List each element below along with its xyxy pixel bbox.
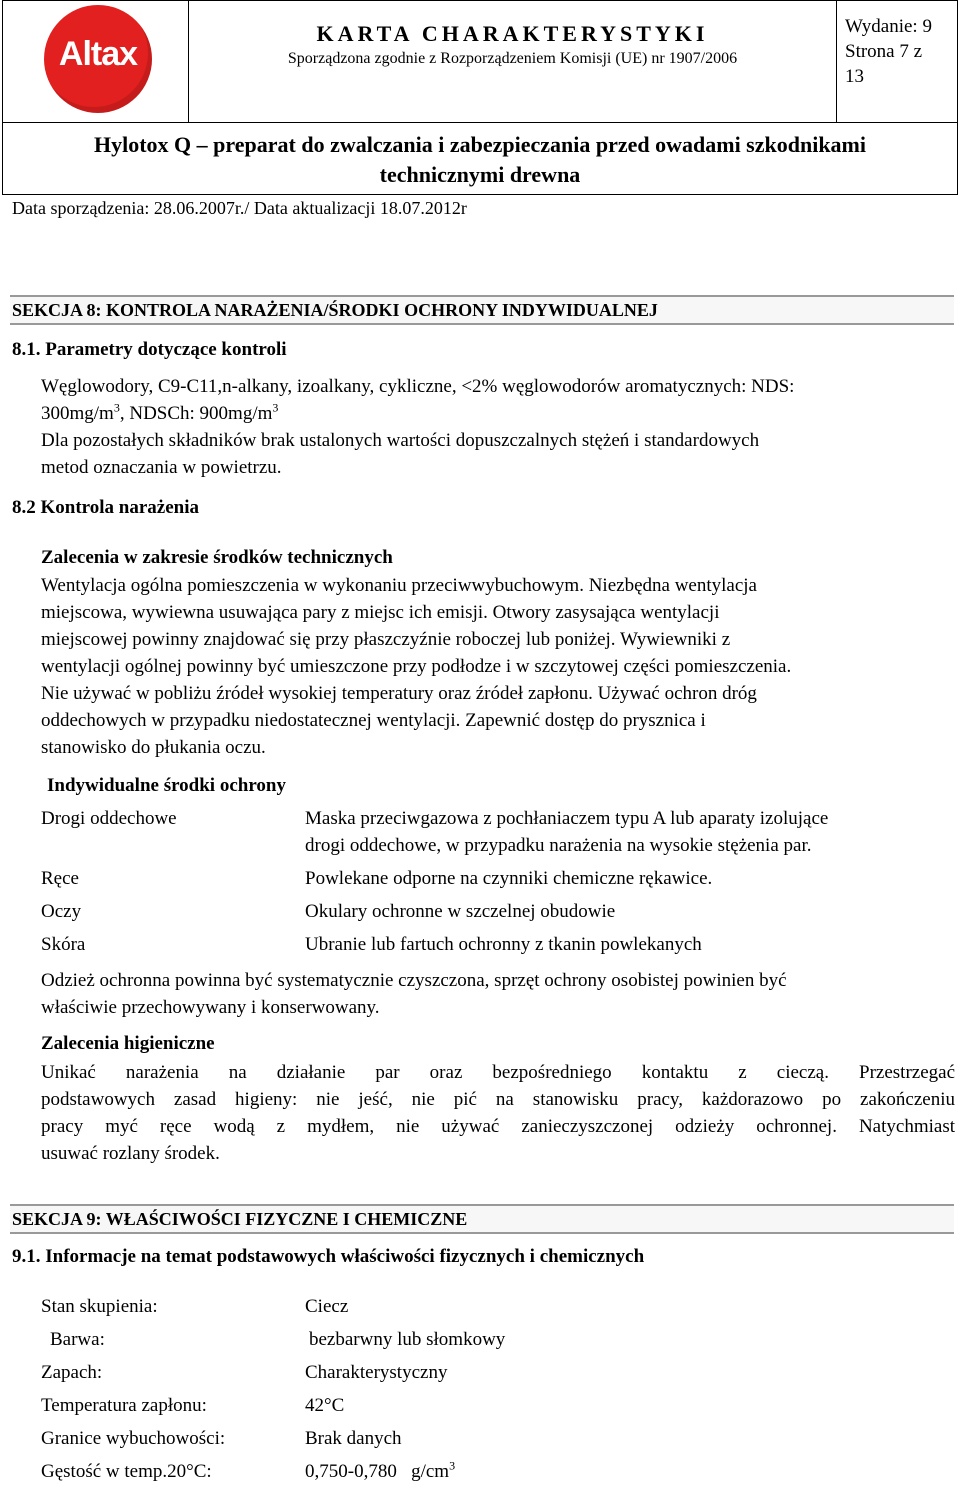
altax-logo xyxy=(44,5,152,113)
property-value: bezbarwny lub słomkowy xyxy=(309,1329,506,1350)
ppe-value: Powlekane odporne na czynniki chemiczne rękawice. xyxy=(305,868,713,889)
section-8-heading: SEKCJA 8: KONTROLA NARAŻENIA/ŚRODKI OCHRONY INDYWIDUALNEJ xyxy=(10,295,954,325)
property-label: Stan skupienia: xyxy=(41,1296,158,1317)
property-value: Ciecz xyxy=(305,1296,349,1317)
edition-cell xyxy=(837,1,957,122)
paragraph-line: Wentylacja ogólna pomieszczenia w wykonaniu przeciwwybuchowym. Niezbędna wentylacja xyxy=(41,575,757,596)
ppe-heading: Indywidualne środki ochrony xyxy=(47,775,286,796)
paragraph-line: miejscowej powinny znajdować się przy płaszczyźnie roboczej lub poniżej. Wywiewniki z xyxy=(41,629,731,650)
product-name-line2: technicznymi drewna xyxy=(379,162,581,187)
product-name-line1: Hylotox Q – preparat do zwalczania i zabezpieczania przed owadami szkodnikami xyxy=(93,132,866,157)
paragraph-line: stanowisko do płukania oczu. xyxy=(41,737,266,758)
control-param-line: Dla pozostałych składników brak ustalonych wartości dopuszczalnych stężeń i standardowych xyxy=(41,430,760,451)
product-name xyxy=(3,122,957,194)
ppe-label: Ręce xyxy=(41,868,79,889)
property-value: Brak danych xyxy=(305,1428,402,1449)
paragraph-line: pracy myć ręce wodą z mydłem, nie używać zanieczyszczonej odzieży ochronnej. Natychmiast xyxy=(41,1116,955,1137)
page-number-line1: Strona 7 z xyxy=(845,41,923,62)
page-number-line2: 13 xyxy=(845,66,864,87)
hygiene-heading: Zalecenia higieniczne xyxy=(41,1033,215,1054)
document-header xyxy=(2,0,958,195)
clothing-text xyxy=(41,967,955,1021)
ppe-label: Drogi oddechowe xyxy=(41,808,177,829)
hygiene-text xyxy=(41,1059,955,1167)
ppe-label: Oczy xyxy=(41,901,82,922)
document-subtitle: Sporządzona zgodnie z Rozporządzeniem Komisji (UE) nr 1907/2006 xyxy=(287,50,738,67)
logo-text: Altax xyxy=(58,35,138,73)
technical-measures-heading: Zalecenia w zakresie środków technicznych xyxy=(41,547,393,568)
paragraph-line: Odzież ochronna powinna być systematycznie czyszczona, sprzęt ochrony osobistej powinien być xyxy=(41,970,787,991)
subsection-8-2-title: 8.2 Kontrola narażenia xyxy=(12,497,200,518)
property-label: Granice wybuchowości: xyxy=(41,1428,226,1449)
ppe-value: Okulary ochronne w szczelnej obudowie xyxy=(305,901,616,922)
paragraph-line: podstawowych zasad higieny: nie jeść, nie pić na stanowisku pracy, każdorazowo po zakończeniu xyxy=(41,1089,955,1110)
logo-cell xyxy=(3,1,189,122)
paragraph-line: właściwie przechowywany i konserwowany. xyxy=(41,997,380,1018)
property-label: Temperatura zapłonu: xyxy=(41,1395,207,1416)
subsection-9-1-title: 9.1. Informacje na temat podstawowych właściwości fizycznych i chemicznych xyxy=(12,1246,645,1267)
control-param-line: metod oznaczania w powietrzu. xyxy=(41,457,282,478)
property-value: 42°C xyxy=(305,1395,345,1416)
control-param-line: $300mg/m^3$, NDSCh: $900mg/m^3$ xyxy=(41,400,279,424)
subsection-8-1-title: 8.1. Parametry dotyczące kontroli xyxy=(12,339,287,360)
ppe-value: Ubranie lub fartuch ochronny z tkanin powlekanych xyxy=(305,934,702,955)
property-label: Gęstość w temp.20°C: xyxy=(41,1461,212,1482)
paragraph-line: Unikać narażenia na działanie par oraz bezpośredniego kontaktu z cieczą. Przestrzegać xyxy=(41,1062,955,1083)
technical-measures-text xyxy=(41,572,955,761)
paragraph-line: miejscowa, wywiewna usuwająca pary z miejsc ich emisji. Otwory zasysająca wentylacji xyxy=(41,602,720,623)
ppe-value: drogi oddechowe, w przypadku narażenia na wysokie stężenia par. xyxy=(305,835,812,856)
property-value: 0,750-0,780 $g/cm^3$ xyxy=(305,1458,456,1482)
property-label: Barwa: xyxy=(50,1329,105,1350)
paragraph-line: Nie używać w pobliżu źródeł wysokiej temperatury oraz źródeł zapłonu. Używać ochron dróg xyxy=(41,683,757,704)
property-value: Charakterystyczny xyxy=(305,1362,448,1383)
edition-number: Wydanie: 9 xyxy=(845,16,932,37)
section-9-heading: SEKCJA 9: WŁAŚCIWOŚCI FIZYCZNE I CHEMICZNE xyxy=(10,1204,954,1234)
paragraph-line: wentylacji ogólnej powinny być umieszczone przy podłodze i w szczytowej części pomieszczenia. xyxy=(41,656,792,677)
control-param-line: Węglowodory, C9-C11,n-alkany, izoalkany, cykliczne, <2% węglowodorów aromatycznych: NDS: xyxy=(41,376,795,397)
property-label: Zapach: xyxy=(41,1362,103,1383)
ppe-label: Skóra xyxy=(41,934,86,955)
control-parameters xyxy=(41,373,955,481)
paragraph-line: usuwać rozlany środek. xyxy=(41,1143,220,1164)
ppe-value: Maska przeciwgazowa z pochłaniaczem typu A lub aparaty izolujące xyxy=(305,808,829,829)
paragraph-line: oddechowych w przypadku niedostatecznej wentylacji. Zapewnić dostęp do prysznica i xyxy=(41,710,706,731)
document-dates: Data sporządzenia: 28.06.2007r./ Data aktualizacji 18.07.2012r xyxy=(12,198,467,218)
document-title: KARTA CHARAKTERYSTYKI xyxy=(316,21,709,46)
title-cell xyxy=(189,1,837,122)
